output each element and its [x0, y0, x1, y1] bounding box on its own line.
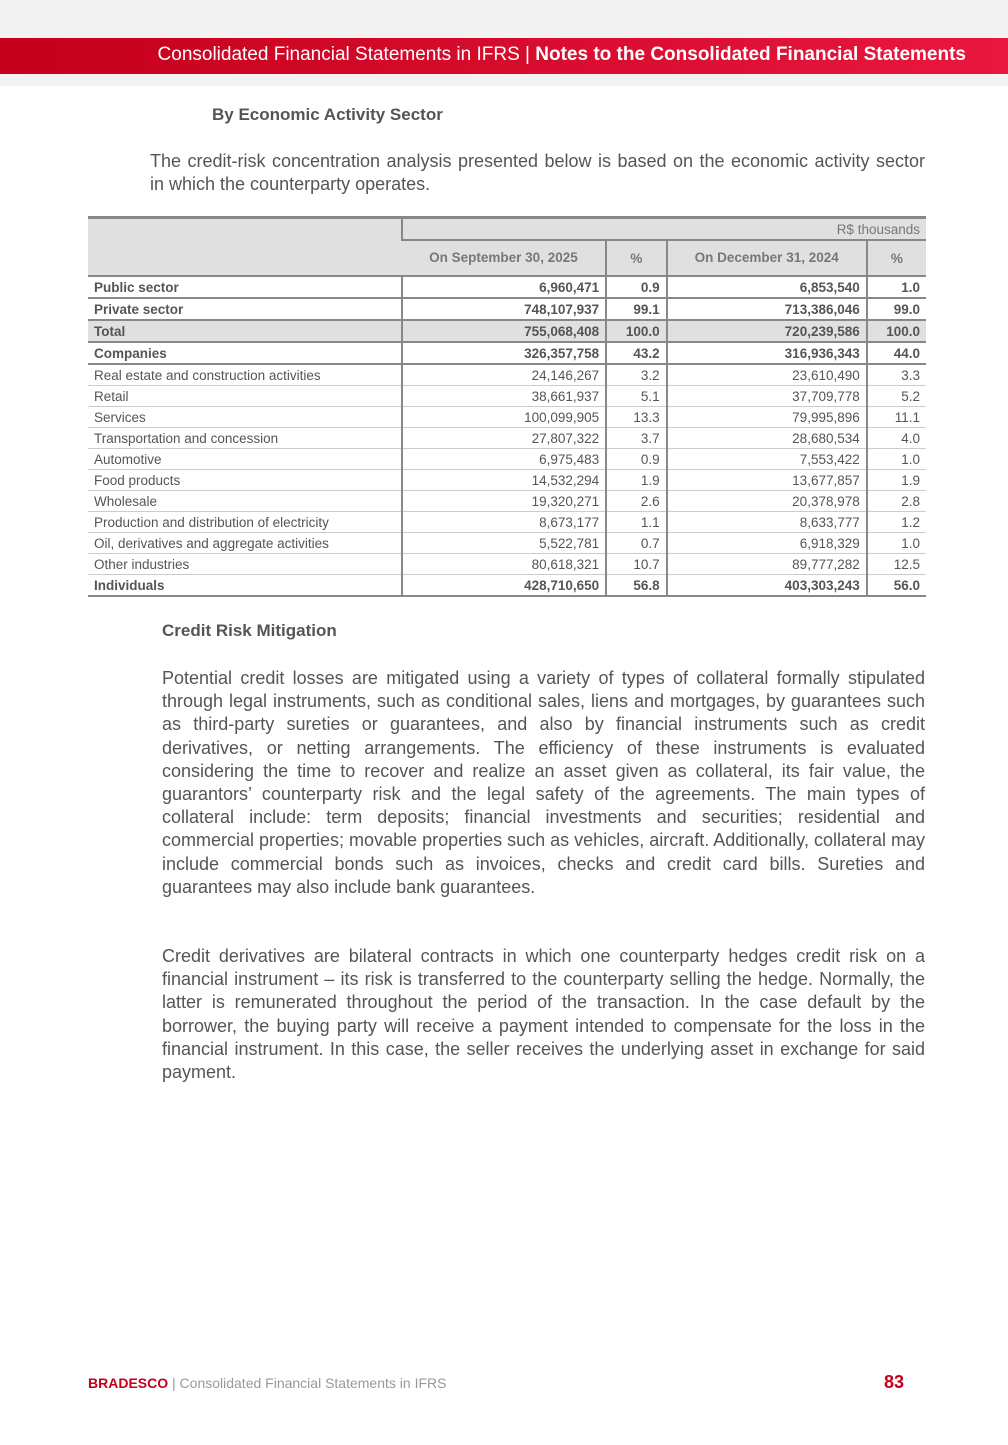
- table-row: [88, 407, 926, 428]
- table-row: [88, 364, 926, 386]
- cell-value: 2.8: [867, 491, 926, 512]
- footer-text: Consolidated Financial Statements in IFRS: [179, 1375, 447, 1391]
- row-label: Wholesale: [88, 491, 402, 512]
- cell-value: 80,618,321: [402, 554, 606, 575]
- cell-value: 755,068,408: [402, 320, 606, 342]
- table-row: [88, 298, 926, 320]
- row-label: Real estate and construction activities: [88, 364, 402, 386]
- cell-value: 100.0: [867, 320, 926, 342]
- cell-value: 56.0: [867, 575, 926, 597]
- col-header: On December 31, 2024: [667, 240, 867, 276]
- col-header: On September 30, 2025: [402, 240, 606, 276]
- row-label: Companies: [88, 342, 402, 364]
- table-row: [88, 342, 926, 364]
- cell-value: 1.9: [606, 470, 666, 491]
- row-label: Total: [88, 320, 402, 342]
- cell-value: 5.2: [867, 386, 926, 407]
- col-header: %: [606, 240, 666, 276]
- unit-label: R$ thousands: [402, 218, 926, 241]
- cell-value: 20,378,978: [667, 491, 867, 512]
- cell-value: 8,673,177: [402, 512, 606, 533]
- cell-value: 316,936,343: [667, 342, 867, 364]
- cell-value: 1.9: [867, 470, 926, 491]
- cell-value: 10.7: [606, 554, 666, 575]
- cell-value: 403,303,243: [667, 575, 867, 597]
- row-label: Automotive: [88, 449, 402, 470]
- mitigation-paragraph-2: Credit derivatives are bilateral contracts in which one counterparty hedges credit risk on a financial instrument – its risk is transferred to the counterparty selling the hedge. Normally, the latter is remunerated throughout the period of the transaction. In the case default by the borrower, the buying party will receive a payment intended to compensate for the loss in the financial instrument. In this case, the seller receives the underlying asset in exchange for said payment.: [162, 946, 925, 1083]
- header-underline: [0, 74, 1008, 86]
- intro-paragraph: The credit-risk concentration analysis presented below is based on the economic activity sector in which the counterparty operates.: [150, 151, 925, 195]
- cell-value: 79,995,896: [667, 407, 867, 428]
- cell-value: 7,553,422: [667, 449, 867, 470]
- row-label: Other industries: [88, 554, 402, 575]
- table-row: [88, 512, 926, 533]
- header-blank: [88, 218, 402, 277]
- table-row: [88, 386, 926, 407]
- cell-value: 89,777,282: [667, 554, 867, 575]
- section-title: By Economic Activity Sector: [212, 105, 443, 124]
- table-row: [88, 491, 926, 512]
- table-row: [88, 470, 926, 491]
- cell-value: 6,960,471: [402, 276, 606, 298]
- col-header: %: [867, 240, 926, 276]
- cell-value: 23,610,490: [667, 364, 867, 386]
- row-label: Retail: [88, 386, 402, 407]
- table-row: [88, 320, 926, 342]
- cell-value: 1.0: [867, 533, 926, 554]
- header-right: Notes to the Consolidated Financial Statements: [535, 44, 966, 65]
- sector-table: [88, 216, 926, 597]
- cell-value: 24,146,267: [402, 364, 606, 386]
- table-row: [88, 575, 926, 597]
- top-margin: [0, 0, 1008, 38]
- cell-value: 0.9: [606, 276, 666, 298]
- cell-value: 5,522,781: [402, 533, 606, 554]
- table-row: [88, 276, 926, 298]
- row-label: Transportation and concession: [88, 428, 402, 449]
- row-label: Public sector: [88, 276, 402, 298]
- cell-value: 1.0: [867, 449, 926, 470]
- cell-value: 12.5: [867, 554, 926, 575]
- table-row: [88, 449, 926, 470]
- cell-value: 3.2: [606, 364, 666, 386]
- cell-value: 4.0: [867, 428, 926, 449]
- table-row: [88, 554, 926, 575]
- cell-value: 713,386,046: [667, 298, 867, 320]
- cell-value: 100.0: [606, 320, 666, 342]
- header-sep: |: [519, 44, 536, 65]
- cell-value: 748,107,937: [402, 298, 606, 320]
- header-left: Consolidated Financial Statements in IFRS: [157, 44, 520, 65]
- cell-value: 0.9: [606, 449, 666, 470]
- cell-value: 6,975,483: [402, 449, 606, 470]
- row-label: Individuals: [88, 575, 402, 597]
- cell-value: 43.2: [606, 342, 666, 364]
- row-label: Oil, derivatives and aggregate activities: [88, 533, 402, 554]
- cell-value: 3.3: [867, 364, 926, 386]
- cell-value: 428,710,650: [402, 575, 606, 597]
- cell-value: 5.1: [606, 386, 666, 407]
- cell-value: 3.7: [606, 428, 666, 449]
- page-number: 83: [884, 1372, 905, 1392]
- cell-value: 56.8: [606, 575, 666, 597]
- row-label: Production and distribution of electricity: [88, 512, 402, 533]
- cell-value: 720,239,586: [667, 320, 867, 342]
- cell-value: 1.2: [867, 512, 926, 533]
- row-label: Food products: [88, 470, 402, 491]
- row-label: Private sector: [88, 298, 402, 320]
- cell-value: 28,680,534: [667, 428, 867, 449]
- cell-value: 2.6: [606, 491, 666, 512]
- cell-value: 13.3: [606, 407, 666, 428]
- cell-value: 6,918,329: [667, 533, 867, 554]
- cell-value: 0.7: [606, 533, 666, 554]
- footer: [88, 1375, 446, 1391]
- cell-value: 1.1: [606, 512, 666, 533]
- footer-sep: |: [168, 1375, 180, 1391]
- cell-value: 11.1: [867, 407, 926, 428]
- footer-brand: BRADESCO: [88, 1375, 169, 1391]
- cell-value: 100,099,905: [402, 407, 606, 428]
- cell-value: 326,357,758: [402, 342, 606, 364]
- cell-value: 37,709,778: [667, 386, 867, 407]
- cell-value: 44.0: [867, 342, 926, 364]
- mitigation-title: Credit Risk Mitigation: [162, 621, 337, 640]
- row-label: Services: [88, 407, 402, 428]
- cell-value: 38,661,937: [402, 386, 606, 407]
- cell-value: 19,320,271: [402, 491, 606, 512]
- table-row: [88, 428, 926, 449]
- cell-value: 99.0: [867, 298, 926, 320]
- cell-value: 6,853,540: [667, 276, 867, 298]
- cell-value: 8,633,777: [667, 512, 867, 533]
- cell-value: 99.1: [606, 298, 666, 320]
- mitigation-paragraph-1: Potential credit losses are mitigated using a variety of types of collateral formally stipulated through legal instruments, such as conditional sales, liens and mortgages, by guarantees such as third-party sureties or guarantees, and also by financial instruments such as credit derivatives, or netting arrangements. The efficiency of these instruments is evaluated considering the time to recover and realize an asset given as collateral, its fair value, the guarantors’ counterparty risk and the legal safety of the agreements. The main types of collateral include: term deposits; financial investments and securities; residential and commercial properties; movable properties such as vehicles, aircraft. Additionally, collateral may include commercial bonds such as invoices, checks and credit card bills. Sureties and guarantees may also include bank guarantees.: [162, 668, 925, 897]
- cell-value: 14,532,294: [402, 470, 606, 491]
- table-row: [88, 533, 926, 554]
- header-banner: [0, 38, 1008, 74]
- cell-value: 13,677,857: [667, 470, 867, 491]
- cell-value: 27,807,322: [402, 428, 606, 449]
- cell-value: 1.0: [867, 276, 926, 298]
